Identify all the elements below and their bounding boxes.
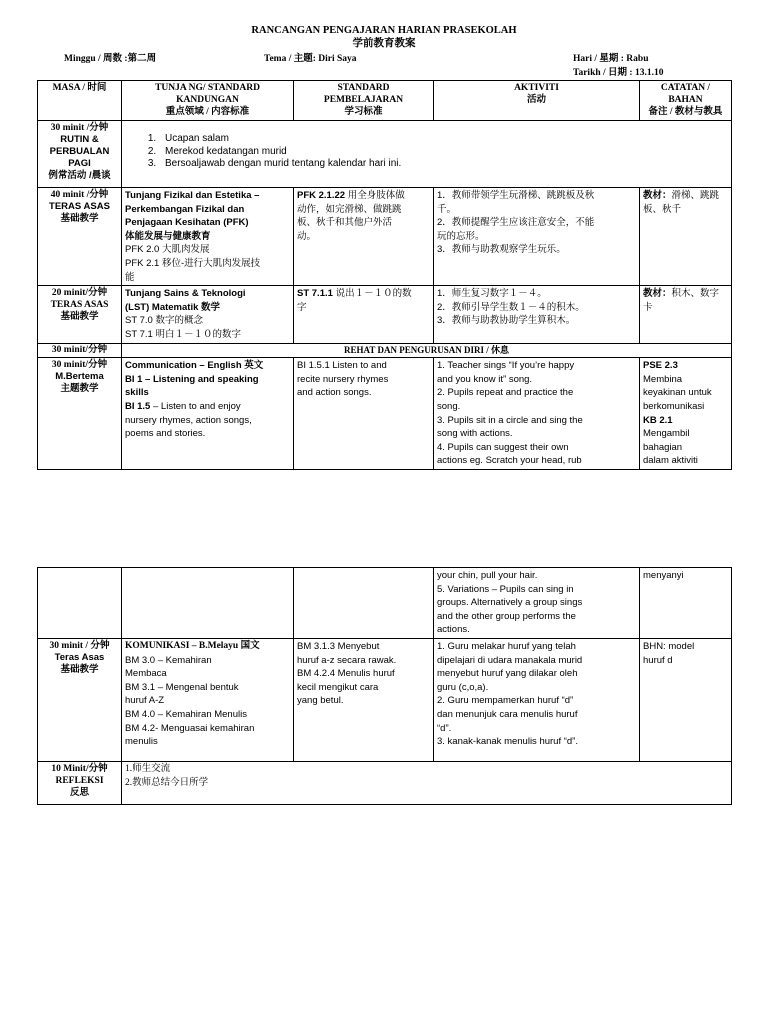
aktiviti-cell: 1. Guru melakar huruf yang telah dipelajari di udara manakala murid menyebut huruf yang dilakar oleh guru (c,o,a). 2. Guru mempamerkan huruf “d” dan menunjuk cara menulis huruf “d”. 3. kanak-kanak menulis huruf “d”. [434,638,640,761]
masa-cell: 20 minit/分钟 TERAS ASAS 基础教学 [38,286,122,344]
aktiviti-cell: 1．教师带领学生玩滑梯、跳跳板及秋 千。 2．教师提醒学生应该注意安全，不能 玩的忘形。 3．教师与助教观察学生玩乐。 [434,188,640,286]
col-tunjang-header: TUNJA NG/ STANDARD KANDUNGAN 重点领域 / 内容标准 [122,81,294,121]
standard-cell: BM 3.1.3 Menyebut huruf a-z secara rawak. BM 4.2.4 Menulis huruf kecil mengikut cara yang betul. [294,638,434,761]
tarikh-field: Tarikh / 日期 : 13.1.10 [573,68,664,78]
header-row [38,81,732,121]
table-row [38,188,732,286]
catatan-cell: 教材：积木、数字 卡 [640,286,732,344]
lesson-plan-table-page2 [37,567,732,805]
aktiviti-cell: 1. Teacher sings “If you’re happy and you know it” song. 2. Pupils repeat and practice the song. 3. Pupils sit in a circle and sing the song with actions. 4. Pupils can suggest their own actions eg. Scratch your head, rub [434,358,640,470]
hari-field: Hari / 星期 : Rabu [573,54,649,64]
minggu-field: Minggu / 周数 :第二周 [64,54,157,64]
table-row [38,344,732,358]
col-aktiviti-header: AKTIVITI 活动 [434,81,640,121]
masa-cell: 30 minit /分钟 RUTIN & PERBUALAN PAGI 例常活动 /晨谈 [38,121,122,188]
tunjang-cell [122,568,294,639]
catatan-cell: 教材：滑梯、跳跳 板、秋千 [640,188,732,286]
refleksi-cell [122,761,732,804]
masa-cell: 10 Minit/分钟 REFLEKSI 反思 [38,761,122,804]
tunjang-cell: KOMUNIKASI – B.Melayu 国文 BM 3.0 – Kemahiran Membaca BM 3.1 – Mengenal bentuk huruf A-Z BM 4.0 – Kemahiran Menulis BM 4.2- Menguasai kemahiran menulis [122,638,294,761]
lesson-plan-table-page1 [37,80,732,470]
list-item: 3. Bersoaljawab dengan murid tentang kalendar hari ini. [159,158,728,171]
rehat-cell: REHAT DAN PENGURUSAN DIRI / 休息 [122,344,732,358]
title-malay: RANCANGAN PENGAJARAN HARIAN PRASEKOLAH [251,25,517,36]
list-item: 1. Ucapan salam [159,133,728,146]
aktiviti-cell: your chin, pull your hair. 5. Variations – Pupils can sing in groups. Alternatively a group sings and the other group performs the actions. [434,568,640,639]
col-masa-header: MASA / 时间 [38,81,122,121]
masa-cell [38,568,122,639]
masa-cell: 30 minit/分钟 M.Bertema 主题教学 [38,358,122,470]
table-row [38,358,732,470]
tunjang-cell: Communication – English 英文 BI 1 – Listening and speaking skills BI 1.5 – Listen to and enjoy nursery rhymes, action songs, poems and stories. [122,358,294,470]
list-item: 2. Merekod kedatangan murid [159,146,728,159]
masa-cell: 30 minit / 分钟 Teras Asas 基础教学 [38,638,122,761]
catatan-cell: BHN: model huruf d [640,638,732,761]
rutin-list [125,133,728,171]
catatan-cell: PSE 2.3 Membina keyakinan untuk berkomunikasi KB 2.1 Mengambil bahagian dalam aktiviti [640,358,732,470]
tunjang-cell: Tunjang Sains & Teknologi (LST) Matematik 数学 ST 7.0 数字的概念 ST 7.1 明白１－１０的数字 [122,286,294,344]
col-standard-header: STANDARD PEMBELAJARAN 学习标准 [294,81,434,121]
catatan-cell: menyanyi [640,568,732,639]
table-row [38,121,732,188]
table-row [38,761,732,804]
col-catatan-header: CATATAN / BAHAN 备注 / 教材与教具 [640,81,732,121]
standard-cell: PFK 2.1.22 用全身肢体做 动作，如完滑梯、做跳跳 板、秋千和其他户外活 动。 [294,188,434,286]
document-title [0,24,768,50]
table-row [38,638,732,761]
table-row [38,568,732,639]
rutin-activities-cell [122,121,732,188]
table-row [38,286,732,344]
standard-cell: BI 1.5.1 Listen to and recite nursery rhymes and action songs. [294,358,434,470]
list-item: 1.师生交流 [125,763,171,774]
masa-cell: 30 minit/分钟 [38,344,122,358]
aktiviti-cell: 1．师生复习数字１－４。 2．教师引导学生数１－４的积木。 3．教师与助教协助学生算积木。 [434,286,640,344]
standard-cell [294,568,434,639]
title-chinese: 学前教育教案 [352,38,416,49]
tema-field: Tema / 主题: Diri Saya [264,54,357,64]
standard-cell: ST 7.1.1 说出１－１０的数 字 [294,286,434,344]
tunjang-cell: Tunjang Fizikal dan Estetika – Perkembangan Fizikal dan Penjagaan Kesihatan (PFK) 体能发展与健康教育 PFK 2.0 大肌肉发展 PFK 2.1 移位-进行大肌肉发展技 能 [122,188,294,286]
masa-cell: 40 minit /分钟 TERAS ASAS 基础教学 [38,188,122,286]
list-item: 2.教师总结今日所学 [125,777,209,788]
